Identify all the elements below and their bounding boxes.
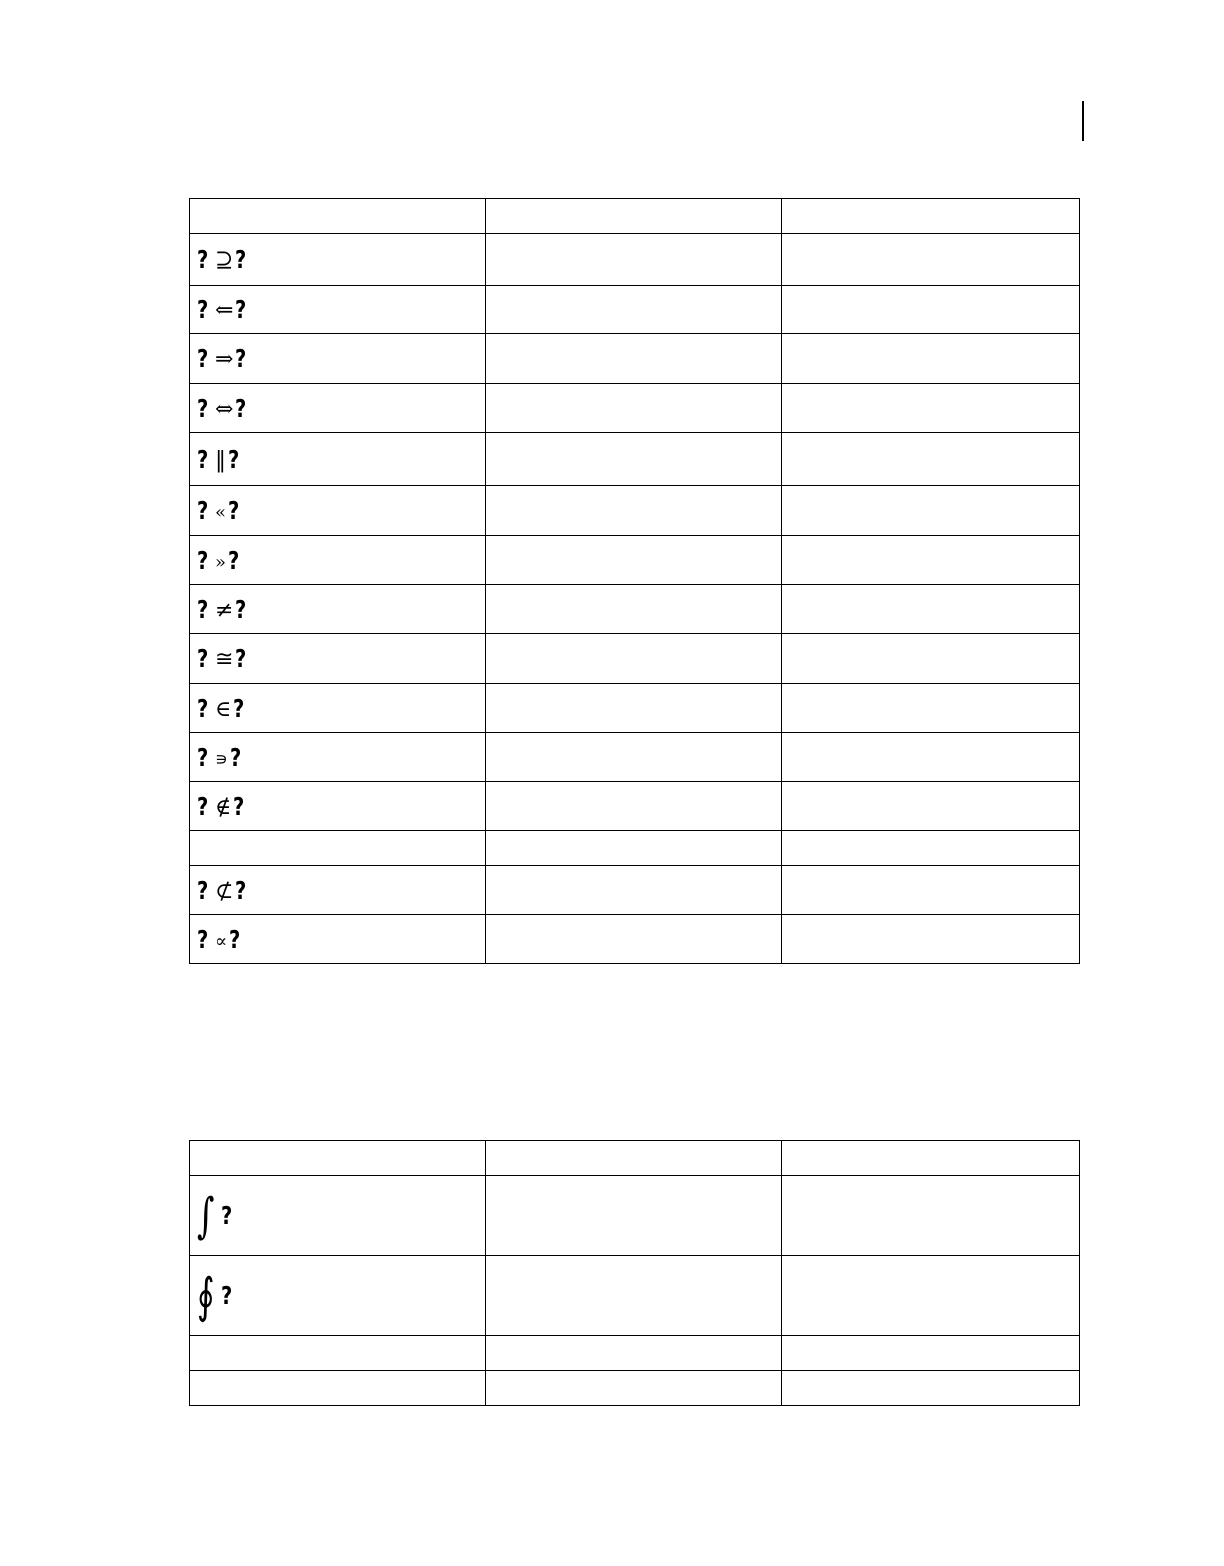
table-row bbox=[190, 486, 1080, 536]
placeholder-glyph: ? bbox=[235, 344, 247, 373]
binary-operators-table bbox=[189, 198, 1080, 964]
table-cell bbox=[782, 433, 1080, 486]
symbol-cell bbox=[190, 1256, 486, 1336]
integral-symbol: ∫ bbox=[197, 1187, 215, 1244]
table-cell bbox=[782, 384, 1080, 433]
table-row bbox=[190, 831, 1080, 866]
table-cell bbox=[782, 634, 1080, 684]
placeholder-glyph: ? bbox=[197, 875, 209, 905]
placeholder-glyph: ? bbox=[197, 594, 209, 624]
parallel-symbol: ‖ bbox=[215, 447, 226, 473]
placeholder-glyph: ? bbox=[233, 791, 245, 821]
header-cell bbox=[486, 1141, 782, 1176]
table-row bbox=[190, 1176, 1080, 1256]
placeholder-glyph: ? bbox=[235, 594, 247, 624]
symbol-cell bbox=[190, 733, 486, 782]
symbol-cell bbox=[190, 1176, 486, 1256]
table-header-row bbox=[190, 1141, 1080, 1176]
table-cell bbox=[486, 1336, 782, 1371]
not-equal-symbol: ≠ bbox=[215, 597, 234, 623]
table-row bbox=[190, 1256, 1080, 1336]
symbol-cell bbox=[190, 234, 486, 286]
placeholder-glyph: ? bbox=[197, 496, 209, 525]
symbol-cell bbox=[190, 634, 486, 684]
integrals-table bbox=[189, 1140, 1080, 1406]
table-row bbox=[190, 384, 1080, 433]
symbol-cell bbox=[190, 915, 486, 964]
symbol-cell bbox=[190, 433, 486, 486]
not-element-of-symbol: ∉ bbox=[215, 794, 232, 820]
placeholder-glyph: ? bbox=[197, 742, 209, 772]
table-row bbox=[190, 733, 1080, 782]
left-double-arrow-symbol: ⇐ bbox=[215, 298, 234, 323]
placeholder-glyph: ? bbox=[228, 545, 240, 575]
table-cell bbox=[486, 831, 782, 866]
table-row bbox=[190, 1371, 1080, 1406]
placeholder-glyph: ? bbox=[229, 742, 242, 772]
placeholder-glyph: ? bbox=[233, 693, 245, 723]
placeholder-glyph: ? bbox=[221, 1281, 233, 1310]
table-cell bbox=[782, 1176, 1080, 1256]
table-cell bbox=[486, 286, 782, 334]
placeholder-glyph: ? bbox=[197, 444, 209, 474]
header-cell bbox=[190, 1141, 486, 1176]
table-cell bbox=[486, 782, 782, 831]
table-cell bbox=[782, 831, 1080, 866]
table-cell bbox=[190, 1336, 486, 1371]
not-subset-symbol: ⊄ bbox=[215, 878, 234, 904]
placeholder-glyph: ? bbox=[197, 344, 209, 373]
table-row bbox=[190, 782, 1080, 831]
congruent-symbol: ≅ bbox=[215, 647, 234, 672]
header-cell bbox=[782, 1141, 1080, 1176]
table-row bbox=[190, 1336, 1080, 1371]
placeholder-glyph: ? bbox=[235, 875, 247, 905]
placeholder-glyph: ? bbox=[228, 444, 240, 474]
header-cell bbox=[190, 199, 486, 234]
much-greater-than-symbol: » bbox=[215, 551, 227, 573]
placeholder-glyph: ? bbox=[197, 245, 209, 274]
header-cell bbox=[486, 199, 782, 234]
table-cell bbox=[782, 486, 1080, 536]
contour-integral-symbol: ∮ bbox=[197, 1267, 215, 1324]
placeholder-glyph: ? bbox=[197, 295, 209, 324]
table-cell bbox=[486, 866, 782, 915]
table-cell bbox=[782, 1336, 1080, 1371]
table-cell bbox=[782, 1256, 1080, 1336]
table-row bbox=[190, 334, 1080, 384]
table-cell bbox=[486, 486, 782, 536]
table-cell bbox=[190, 1371, 486, 1406]
proportional-to-symbol: ∝ bbox=[215, 930, 228, 952]
table-cell bbox=[782, 782, 1080, 831]
table-cell bbox=[486, 1176, 782, 1256]
table-cell bbox=[782, 915, 1080, 964]
table-row bbox=[190, 536, 1080, 585]
element-of-symbol: ∈ bbox=[215, 696, 232, 722]
header-cell bbox=[782, 199, 1080, 234]
placeholder-glyph: ? bbox=[228, 496, 240, 525]
table-header-row bbox=[190, 199, 1080, 234]
placeholder-glyph: ? bbox=[235, 245, 247, 274]
superset-equal-symbol: ⊇ bbox=[215, 248, 234, 273]
left-right-double-arrow-symbol: ⇔ bbox=[215, 396, 234, 422]
placeholder-glyph: ? bbox=[235, 295, 247, 324]
symbol-cell bbox=[190, 286, 486, 334]
table-cell bbox=[486, 684, 782, 733]
table-cell bbox=[782, 234, 1080, 286]
symbol-cell bbox=[190, 536, 486, 585]
placeholder-glyph: ? bbox=[221, 1201, 233, 1230]
table-cell bbox=[782, 536, 1080, 585]
symbol-cell bbox=[190, 334, 486, 384]
table-cell bbox=[782, 1371, 1080, 1406]
symbol-cell bbox=[190, 866, 486, 915]
placeholder-glyph: ? bbox=[197, 393, 209, 423]
table-cell bbox=[782, 334, 1080, 384]
symbol-cell bbox=[190, 384, 486, 433]
change-bar bbox=[1082, 101, 1084, 141]
table-cell bbox=[486, 433, 782, 486]
placeholder-glyph: ? bbox=[235, 644, 247, 673]
symbol-cell bbox=[190, 782, 486, 831]
table-row bbox=[190, 684, 1080, 733]
symbol-cell bbox=[190, 684, 486, 733]
placeholder-glyph: ? bbox=[235, 393, 247, 423]
table-cell bbox=[486, 1371, 782, 1406]
symbol-cell bbox=[190, 585, 486, 634]
table-row bbox=[190, 634, 1080, 684]
table-cell bbox=[782, 585, 1080, 634]
placeholder-glyph: ? bbox=[197, 693, 209, 723]
table-cell bbox=[486, 234, 782, 286]
table-cell bbox=[486, 585, 782, 634]
table-row bbox=[190, 433, 1080, 486]
placeholder-glyph: ? bbox=[197, 545, 209, 575]
placeholder-glyph: ? bbox=[197, 644, 209, 673]
table-cell bbox=[190, 831, 486, 866]
table-cell bbox=[486, 1256, 782, 1336]
much-less-than-symbol: « bbox=[215, 502, 227, 523]
placeholder-glyph: ? bbox=[197, 924, 209, 954]
table-cell bbox=[486, 536, 782, 585]
placeholder-glyph: ? bbox=[197, 791, 209, 821]
table-row bbox=[190, 915, 1080, 964]
table-cell bbox=[486, 634, 782, 684]
table-row bbox=[190, 234, 1080, 286]
table-cell bbox=[782, 733, 1080, 782]
table-cell bbox=[486, 915, 782, 964]
table-cell bbox=[486, 733, 782, 782]
table-cell bbox=[486, 384, 782, 433]
right-double-arrow-symbol: ⇒ bbox=[215, 347, 234, 372]
table-row bbox=[190, 585, 1080, 634]
table-row bbox=[190, 286, 1080, 334]
table-cell bbox=[486, 334, 782, 384]
table-cell bbox=[782, 684, 1080, 733]
placeholder-glyph: ? bbox=[229, 924, 241, 954]
table-row bbox=[190, 866, 1080, 915]
table-cell bbox=[782, 286, 1080, 334]
table-cell bbox=[782, 866, 1080, 915]
contains-as-member-symbol: ∍ bbox=[215, 748, 228, 770]
symbol-cell bbox=[190, 486, 486, 536]
